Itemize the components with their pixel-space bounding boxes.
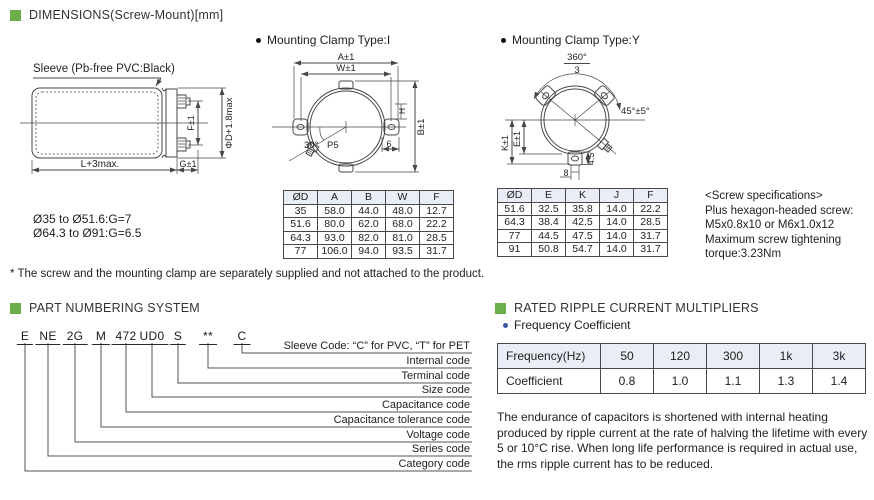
table-header-row	[284, 191, 454, 205]
col-header: J	[600, 189, 634, 203]
frequency-coefficient-title: Frequency Coefficient	[514, 318, 631, 332]
part-code-voltage: 2G	[63, 329, 88, 345]
part-code-series: NE	[35, 329, 60, 345]
green-square-icon	[495, 303, 506, 314]
clamp-i-labels	[304, 52, 427, 151]
clamp-i-table	[283, 190, 454, 259]
table-row: 77 44.5 47.5 14.0 31.7	[498, 229, 668, 243]
part-label-capacitance: Capacitance code	[381, 399, 470, 411]
table-header-row	[498, 189, 668, 203]
table-row: 35 58.0 44.0 48.0 12.7	[284, 204, 454, 218]
table-row: 51.6 80.0 62.0 68.0 22.2	[284, 218, 454, 232]
part-numbering-section-header	[10, 301, 200, 315]
clamp-i-title: Mounting Clamp Type:I	[267, 33, 391, 47]
dim-6-label: 6	[386, 139, 392, 149]
screw-spec-line: Plus hexagon-headed screw:	[705, 204, 854, 217]
part-label-internal: Internal code	[406, 355, 470, 367]
dim-45mm-label: 4.5	[586, 152, 596, 166]
dim-e-label: E±1	[512, 131, 522, 147]
g-note-2: Ø64.3 to Ø91:G=6.5	[33, 226, 142, 240]
section-title: RATED RIPPLE CURRENT MULTIPLIERS	[514, 301, 759, 315]
section-title: PART NUMBERING SYSTEM	[29, 301, 200, 315]
part-label-category: Category code	[398, 458, 470, 470]
screw-specifications	[705, 189, 870, 262]
part-label-terminal: Terminal code	[401, 370, 470, 382]
col-header: Frequency(Hz)	[498, 344, 601, 369]
clamp-y-title: Mounting Clamp Type:Y	[512, 33, 640, 47]
col-header: ØD	[284, 191, 318, 205]
col-header: 1k	[760, 344, 813, 369]
table-row: 64.3 38.4 42.5 14.0 28.5	[498, 216, 668, 230]
dim-length-label: L+3max.	[80, 159, 120, 170]
table-row: 91 50.8 54.7 14.0 31.7	[498, 243, 668, 257]
col-header: 50	[601, 344, 654, 369]
col-header: 3k	[813, 344, 866, 369]
dim-w-label: W±1	[336, 63, 356, 74]
col-header: ØD	[498, 189, 532, 203]
col-header: A	[318, 191, 352, 205]
part-label-series: Series code	[411, 443, 470, 455]
angle-45-label: 45°±5°	[621, 106, 650, 117]
part-label-tolerance: Capacitance tolerance code	[333, 414, 470, 426]
dim-b-label: B±1	[416, 118, 427, 136]
arc-numerator-label: 360°	[567, 52, 587, 63]
screw-spec-line: torque:3.23Nm	[705, 248, 782, 261]
col-header: F	[634, 189, 668, 203]
dim-f-label: F±1	[186, 115, 196, 131]
angle-30-label: 30°	[304, 140, 319, 151]
section-title: DIMENSIONS(Screw-Mount)[mm]	[29, 8, 224, 22]
frequency-coefficient-heading	[503, 318, 631, 332]
col-header: K	[566, 189, 600, 203]
bullet-icon	[503, 323, 508, 328]
part-label-voltage: Voltage code	[406, 429, 470, 441]
table-row: 64.3 93.0 82.0 81.0 28.5	[284, 231, 454, 245]
col-header: E	[532, 189, 566, 203]
part-code-sleeve: C	[234, 329, 251, 345]
screw-spec-line: M5x0.8x10 or M6x1.0x12	[705, 219, 835, 232]
col-header: F	[420, 191, 454, 205]
green-square-icon	[10, 303, 21, 314]
clamp-i-diagram	[272, 63, 419, 172]
part-code-category: E	[17, 329, 33, 345]
part-code-tolerance: M	[92, 329, 110, 345]
part-label-size: Size code	[421, 384, 470, 396]
col-header: B	[352, 191, 386, 205]
col-header: W	[386, 191, 420, 205]
col-header: 300	[707, 344, 760, 369]
dim-g-label: G±1	[179, 159, 197, 169]
ripple-section-header	[495, 301, 759, 315]
screw-spec-line: <Screw specifications>	[705, 190, 823, 202]
part-code-terminal: S	[170, 329, 186, 345]
g-note-1: Ø35 to Ø51.6:G=7	[33, 212, 132, 226]
table-header-row	[498, 344, 866, 369]
sleeve-label: Sleeve (Pb-free PVC:Black)	[33, 63, 175, 75]
part-code-size: UD0	[136, 329, 169, 345]
dim-8-label: 8	[563, 168, 569, 178]
clamp-y-diagram	[505, 64, 645, 181]
clamp-footnote: * The screw and the mounting clamp are separately supplied and not attached to the product.	[10, 268, 485, 280]
dim-h-label: H	[397, 107, 407, 115]
dim-diameter-label: ΦD+1.8max	[224, 97, 235, 149]
frequency-coefficient-table	[497, 343, 866, 394]
col-header: 120	[654, 344, 707, 369]
ripple-note: The endurance of capacitors is shortened with internal heating produced by ripple current at the rate of halving the lifetime with every 5 or 10°C rise. When long life performance is required in actual use, the rms ripple current has to be reduced.	[497, 410, 868, 471]
part-label-sleeve: Sleeve Code: “C” for PVC, “T” for PET	[283, 340, 470, 352]
table-row: 51.6 32.5 35.8 14.0 22.2	[498, 202, 668, 216]
table-row: Coefficient 0.8 1.0 1.1 1.3 1.4	[498, 369, 866, 394]
part-code-capacitance: 472	[112, 329, 141, 345]
arc-denominator-label: 3	[574, 65, 580, 76]
clamp-y-table	[497, 188, 668, 257]
part-code-internal: **	[199, 329, 217, 345]
p5-label: P5	[327, 140, 339, 151]
dim-k-label: K±1	[500, 135, 510, 151]
table-row: 77 106.0 94.0 93.5 31.7	[284, 245, 454, 259]
screw-spec-line: Maximum screw tightening	[705, 233, 842, 246]
dim-a-label: A±1	[337, 52, 355, 63]
